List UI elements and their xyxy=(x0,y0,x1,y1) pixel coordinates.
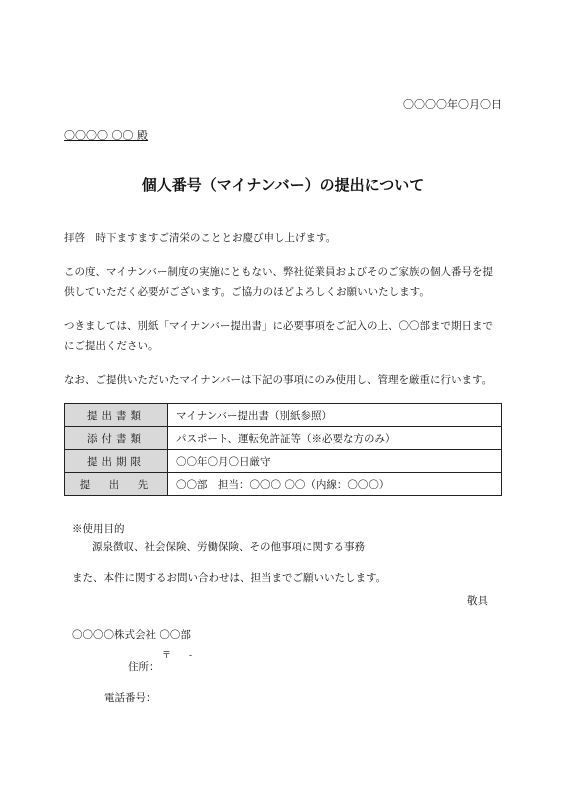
submission-info-table xyxy=(64,403,502,496)
table-label: 提出期限 xyxy=(65,450,168,473)
table-value: 〇〇部 担当：〇〇〇 〇〇（内線：〇〇〇） xyxy=(168,473,502,496)
table-label: 提 出 先 xyxy=(65,473,168,496)
paragraph-line: この度、マイナンバー制度の実施にともない、弊社従業員およびそのご家族の個人番号を提 xyxy=(64,266,494,278)
table-value: パスポート、運転免許証等（※必要な方のみ） xyxy=(168,427,502,450)
paragraph-line: にご提出ください。 xyxy=(64,340,159,352)
table-row xyxy=(65,473,502,496)
purpose-heading: ※使用目的 xyxy=(72,523,125,535)
table-row xyxy=(65,427,502,450)
instruction-paragraph xyxy=(64,316,493,356)
paragraph-line: 拝啓 時下ますますご清栄のこととお慶び申し上げます。 xyxy=(64,232,337,244)
address-label: 住所： xyxy=(128,661,160,673)
table-row xyxy=(65,450,502,473)
postal-mark: 〒 - xyxy=(162,651,193,661)
phone-label: 電話番号： xyxy=(104,692,157,704)
addressee: 〇〇〇〇 〇〇 殿 xyxy=(64,129,148,142)
sender-company: 〇〇〇〇株式会社 〇〇部 xyxy=(72,629,191,641)
closing-keigu: 敬具 xyxy=(467,595,488,607)
table-value: マイナンバー提出書（別紙参照） xyxy=(168,404,502,427)
table-label: 提出書類 xyxy=(65,404,168,427)
document-date: 〇〇〇〇年〇月〇日 xyxy=(403,98,502,111)
table-row xyxy=(65,404,502,427)
greeting-paragraph xyxy=(64,228,336,248)
page-title: 個人番号（マイナンバー）の提出について xyxy=(141,176,425,194)
table-label: 添付書類 xyxy=(65,427,168,450)
table-value: 〇〇年〇月〇日厳守 xyxy=(168,450,502,473)
paragraph-line: つきましては、別紙「マイナンバー提出書」に必要事項をご記入の上、〇〇部まで期日まで xyxy=(64,320,494,332)
paragraph-line: 供していただく必要がございます。ご協力のほどよろしくお願いいたします。 xyxy=(64,286,430,298)
usage-paragraph xyxy=(64,370,492,390)
purpose-body: 源泉徴収、社会保険、労働保険、その他事項に関する事務 xyxy=(92,541,365,553)
closing-line: また、本件に関するお問い合わせは、担当までご願いいたします。 xyxy=(72,572,387,584)
request-paragraph xyxy=(64,262,493,302)
paragraph-line: なお、ご提供いただいたマイナンバーは下記の事項にのみ使用し、管理を厳重に行います。 xyxy=(64,374,493,386)
